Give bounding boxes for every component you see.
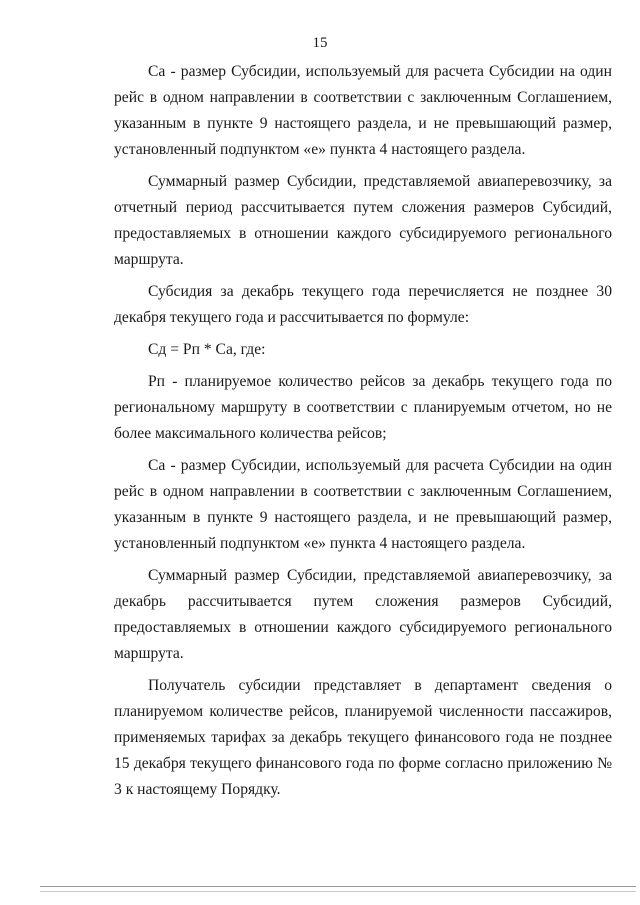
paragraph-recipient-submission: Получатель субсидии представляет в департамент сведения о планируемом количестве рейсов, планируемой численности пассажиров, применяемых тарифах за декабрь текущего финансового года не позднее 15 декабря текущего финансового года по форме согласно приложению № 3 к настоящему Порядку. [114, 677, 612, 798]
paragraph-rp-definition: Рп - планируемое количество рейсов за декабрь текущего года по региональному маршруту в соответствии с планируемым отчетом, но не более максимального количества рейсов; [114, 373, 612, 442]
paragraph-ca-definition-1: Са - размер Субсидии, используемый для расчета Субсидии на один рейс в одном направлении в соответствии с заключенным Соглашением, указанным в пункте 9 настоящего раздела, и не превышающий размер, установленный подпунктом «е» пункта 4 настоящего раздела. [114, 63, 612, 158]
footer-rule-secondary [40, 891, 636, 892]
formula-line: Сд = Рп * Са, где: [148, 341, 266, 358]
paragraph-total-subsidy-december: Суммарный размер Субсидии, представляемой авиаперевозчику, за декабрь рассчитывается путем сложения размеров Субсидий, предоставляемых в отношении каждого субсидируемого регионального маршрута. [114, 567, 612, 662]
page-number: 15 [312, 35, 328, 51]
paragraph-december-subsidy: Субсидия за декабрь текущего года перечисляется не позднее 30 декабря текущего года и рассчитывается по формуле: [114, 283, 612, 326]
paragraph-ca-definition-2: Са - размер Субсидии, используемый для расчета Субсидии на один рейс в одном направлении в соответствии с заключенным Соглашением, указанным в пункте 9 настоящего раздела, и не превышающий размер, установленный подпунктом «е» пункта 4 настоящего раздела. [114, 457, 612, 552]
footer-rule [40, 886, 636, 887]
document-body [114, 59, 612, 803]
paragraph-total-subsidy-period: Суммарный размер Субсидии, представляемой авиаперевозчику, за отчетный период рассчитывается путем сложения размеров Субсидий, предоставляемых в отношении каждого субсидируемого регионального маршрута. [114, 173, 612, 268]
